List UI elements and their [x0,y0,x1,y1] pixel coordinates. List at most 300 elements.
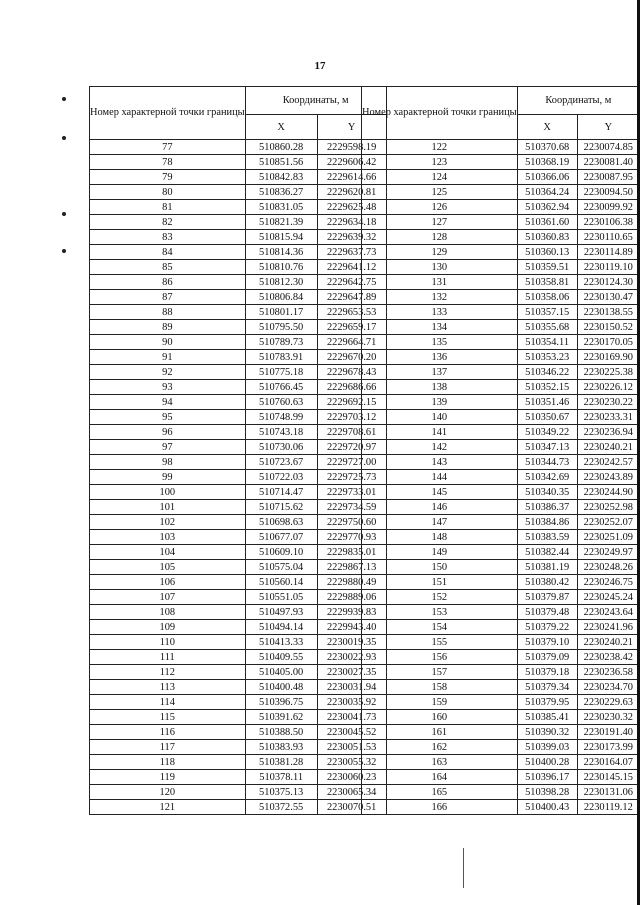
y-cell: 2230051.53 [317,740,386,755]
point-number-cell: 96 [90,425,246,440]
header-y: Y [317,115,386,140]
table-row [90,185,387,200]
x-cell: 510801.17 [245,305,317,320]
table-row [362,230,640,245]
y-cell: 2230110.65 [577,230,639,245]
x-cell: 510360.13 [517,245,577,260]
y-cell: 2229653.53 [317,305,386,320]
table-row [90,575,387,590]
point-number-cell: 152 [362,590,518,605]
point-number-cell: 123 [362,155,518,170]
point-number-cell: 86 [90,275,246,290]
x-cell: 510413.33 [245,635,317,650]
y-cell: 2229598.19 [317,140,386,155]
point-number-cell: 117 [90,740,246,755]
x-cell: 510405.00 [245,665,317,680]
y-cell: 2230119.12 [577,800,639,815]
x-cell: 510379.34 [517,680,577,695]
point-number-cell: 158 [362,680,518,695]
y-cell: 2229708.61 [317,425,386,440]
x-cell: 510366.06 [517,170,577,185]
point-number-cell: 143 [362,455,518,470]
y-cell: 2230226.12 [577,380,639,395]
table-row [362,695,640,710]
table-row [362,665,640,680]
table-row [362,635,640,650]
point-number-cell: 118 [90,755,246,770]
table-row [90,245,387,260]
x-cell: 510362.94 [517,200,577,215]
x-cell: 510379.09 [517,650,577,665]
table-row [90,665,387,680]
table-row [362,200,640,215]
point-number-cell: 79 [90,170,246,185]
y-cell: 2230131.06 [577,785,639,800]
x-cell: 510390.32 [517,725,577,740]
y-cell: 2230130.47 [577,290,639,305]
x-cell: 510775.18 [245,365,317,380]
table-row [90,635,387,650]
table-row [90,530,387,545]
point-number-cell: 144 [362,470,518,485]
table-row [362,455,640,470]
x-cell: 510842.83 [245,170,317,185]
header-coordinates: Координаты, м [517,87,639,115]
y-cell: 2229880.49 [317,575,386,590]
coordinates-table-right [361,86,640,815]
scan-dot [62,97,66,101]
point-number-cell: 95 [90,410,246,425]
y-cell: 2230099.92 [577,200,639,215]
table-row [90,335,387,350]
table-row [362,215,640,230]
point-number-cell: 149 [362,545,518,560]
x-cell: 510351.46 [517,395,577,410]
y-cell: 2230041.73 [317,710,386,725]
y-cell: 2230170.05 [577,335,639,350]
x-cell: 510346.22 [517,365,577,380]
y-cell: 2229659.17 [317,320,386,335]
x-cell: 510368.19 [517,155,577,170]
y-cell: 2229734.59 [317,500,386,515]
point-number-cell: 126 [362,200,518,215]
point-number-cell: 122 [362,140,518,155]
x-cell: 510380.42 [517,575,577,590]
page-number: 17 [314,60,326,72]
y-cell: 2230249.97 [577,545,639,560]
x-cell: 510375.13 [245,785,317,800]
point-number-cell: 166 [362,800,518,815]
x-cell: 510381.19 [517,560,577,575]
y-cell: 2230233.31 [577,410,639,425]
x-cell: 510358.06 [517,290,577,305]
point-number-cell: 129 [362,245,518,260]
table-row [362,290,640,305]
table-row [362,650,640,665]
point-number-cell: 84 [90,245,246,260]
y-cell: 2230070.51 [317,800,386,815]
point-number-cell: 138 [362,380,518,395]
point-number-cell: 133 [362,305,518,320]
x-cell: 510814.36 [245,245,317,260]
y-cell: 2230230.22 [577,395,639,410]
x-cell: 510379.10 [517,635,577,650]
y-cell: 2229637.73 [317,245,386,260]
point-number-cell: 115 [90,710,246,725]
x-cell: 510379.95 [517,695,577,710]
point-number-cell: 106 [90,575,246,590]
table-row [362,410,640,425]
table-row [362,725,640,740]
x-cell: 510360.83 [517,230,577,245]
x-cell: 510715.62 [245,500,317,515]
table-row [90,470,387,485]
x-cell: 510812.30 [245,275,317,290]
x-cell: 510354.11 [517,335,577,350]
x-cell: 510396.17 [517,770,577,785]
table-row [362,350,640,365]
point-number-cell: 148 [362,530,518,545]
y-cell: 2229727.00 [317,455,386,470]
y-cell: 2230242.57 [577,455,639,470]
x-cell: 510789.73 [245,335,317,350]
table-row [90,650,387,665]
table-row [362,530,640,545]
x-cell: 510714.47 [245,485,317,500]
point-number-cell: 151 [362,575,518,590]
point-number-cell: 139 [362,395,518,410]
table-row [90,230,387,245]
point-number-cell: 161 [362,725,518,740]
point-number-cell: 141 [362,425,518,440]
y-cell: 2230246.75 [577,575,639,590]
point-number-cell: 113 [90,680,246,695]
y-cell: 2230060.23 [317,770,386,785]
y-cell: 2229664.71 [317,335,386,350]
table-row [362,170,640,185]
y-cell: 2230114.89 [577,245,639,260]
table-row [90,500,387,515]
table-row [362,380,640,395]
y-cell: 2230087.95 [577,170,639,185]
table-row [90,215,387,230]
x-cell: 510551.05 [245,590,317,605]
y-cell: 2230252.98 [577,500,639,515]
point-number-cell: 164 [362,770,518,785]
y-cell: 2230145.15 [577,770,639,785]
y-cell: 2229641.12 [317,260,386,275]
x-cell: 510760.63 [245,395,317,410]
table-row [90,395,387,410]
x-cell: 510384.86 [517,515,577,530]
table-row [90,290,387,305]
scan-mark [463,848,464,888]
y-cell: 2230244.90 [577,485,639,500]
x-cell: 510560.14 [245,575,317,590]
point-number-cell: 145 [362,485,518,500]
x-cell: 510357.15 [517,305,577,320]
header-y: Y [577,115,639,140]
table-row [362,770,640,785]
y-cell: 2230031.94 [317,680,386,695]
table-row [90,320,387,335]
table-row [90,305,387,320]
x-cell: 510743.18 [245,425,317,440]
y-cell: 2229606.42 [317,155,386,170]
scan-dot [62,249,66,253]
header-point-number: Номер характерной точки границы [362,87,518,140]
y-cell: 2229770.93 [317,530,386,545]
y-cell: 2229625.48 [317,200,386,215]
header-point-number: Номер характерной точки границы [90,87,246,140]
y-cell: 2230065.34 [317,785,386,800]
table-row [90,755,387,770]
y-cell: 2230055.32 [317,755,386,770]
x-cell: 510860.28 [245,140,317,155]
point-number-cell: 128 [362,230,518,245]
y-cell: 2229703.12 [317,410,386,425]
table-row [90,140,387,155]
x-cell: 510381.28 [245,755,317,770]
scan-dot [62,136,66,140]
y-cell: 2230236.94 [577,425,639,440]
x-cell: 510388.50 [245,725,317,740]
x-cell: 510355.68 [517,320,577,335]
point-number-cell: 146 [362,500,518,515]
point-number-cell: 157 [362,665,518,680]
x-cell: 510370.68 [517,140,577,155]
table-row [362,590,640,605]
x-cell: 510342.69 [517,470,577,485]
point-number-cell: 155 [362,635,518,650]
table-row [90,545,387,560]
x-cell: 510385.41 [517,710,577,725]
table-row [362,755,640,770]
x-cell: 510353.23 [517,350,577,365]
x-cell: 510379.18 [517,665,577,680]
table-row [90,425,387,440]
point-number-cell: 111 [90,650,246,665]
x-cell: 510821.39 [245,215,317,230]
point-number-cell: 78 [90,155,246,170]
point-number-cell: 109 [90,620,246,635]
y-cell: 2230094.50 [577,185,639,200]
point-number-cell: 154 [362,620,518,635]
point-number-cell: 156 [362,650,518,665]
x-cell: 510352.15 [517,380,577,395]
point-number-cell: 127 [362,215,518,230]
table-row [90,740,387,755]
point-number-cell: 104 [90,545,246,560]
table-row [90,275,387,290]
x-cell: 510748.99 [245,410,317,425]
table-row [362,305,640,320]
point-number-cell: 107 [90,590,246,605]
y-cell: 2229686.66 [317,380,386,395]
y-cell: 2229835.01 [317,545,386,560]
table-row [90,725,387,740]
point-number-cell: 101 [90,500,246,515]
point-number-cell: 165 [362,785,518,800]
x-cell: 510766.45 [245,380,317,395]
x-cell: 510391.62 [245,710,317,725]
table-body-right [362,87,640,815]
point-number-cell: 110 [90,635,246,650]
table-row [90,695,387,710]
point-number-cell: 114 [90,695,246,710]
table-row [362,245,640,260]
point-number-cell: 89 [90,320,246,335]
point-number-cell: 132 [362,290,518,305]
y-cell: 2230243.89 [577,470,639,485]
x-cell: 510810.76 [245,260,317,275]
table-row [362,575,640,590]
x-cell: 510396.75 [245,695,317,710]
table-row [362,605,640,620]
y-cell: 2230027.35 [317,665,386,680]
point-number-cell: 108 [90,605,246,620]
y-cell: 2229939.83 [317,605,386,620]
y-cell: 2230019.35 [317,635,386,650]
x-cell: 510815.94 [245,230,317,245]
y-cell: 2229639.32 [317,230,386,245]
y-cell: 2229867.13 [317,560,386,575]
x-cell: 510722.03 [245,470,317,485]
table-row [362,470,640,485]
y-cell: 2230191.40 [577,725,639,740]
y-cell: 2230252.07 [577,515,639,530]
point-number-cell: 124 [362,170,518,185]
y-cell: 2230022.93 [317,650,386,665]
y-cell: 2230074.85 [577,140,639,155]
table-row [90,350,387,365]
y-cell: 2230243.64 [577,605,639,620]
header-x: X [245,115,317,140]
table-body-left [90,87,387,815]
y-cell: 2230225.38 [577,365,639,380]
header-x: X [517,115,577,140]
table-row [362,620,640,635]
point-number-cell: 119 [90,770,246,785]
x-cell: 510795.50 [245,320,317,335]
point-number-cell: 130 [362,260,518,275]
point-number-cell: 163 [362,755,518,770]
y-cell: 2229647.89 [317,290,386,305]
point-number-cell: 159 [362,695,518,710]
point-number-cell: 136 [362,350,518,365]
point-number-cell: 147 [362,515,518,530]
x-cell: 510382.44 [517,545,577,560]
y-cell: 2230169.90 [577,350,639,365]
y-cell: 2230229.63 [577,695,639,710]
table-row [90,440,387,455]
table-row [362,365,640,380]
point-number-cell: 81 [90,200,246,215]
table-row [362,800,640,815]
table-row [362,260,640,275]
x-cell: 510383.93 [245,740,317,755]
point-number-cell: 99 [90,470,246,485]
point-number-cell: 94 [90,395,246,410]
table-row [90,260,387,275]
x-cell: 510398.28 [517,785,577,800]
point-number-cell: 162 [362,740,518,755]
table-row [362,500,640,515]
x-cell: 510400.28 [517,755,577,770]
y-cell: 2229634.18 [317,215,386,230]
y-cell: 2230173.99 [577,740,639,755]
x-cell: 510379.22 [517,620,577,635]
point-number-cell: 153 [362,605,518,620]
y-cell: 2230045.52 [317,725,386,740]
point-number-cell: 105 [90,560,246,575]
y-cell: 2229750.60 [317,515,386,530]
x-cell: 510386.37 [517,500,577,515]
table-row [362,335,640,350]
y-cell: 2230106.38 [577,215,639,230]
y-cell: 2229614.66 [317,170,386,185]
table-row [90,590,387,605]
y-cell: 2230150.52 [577,320,639,335]
table-row [362,710,640,725]
point-number-cell: 100 [90,485,246,500]
table-row [362,275,640,290]
y-cell: 2229943.40 [317,620,386,635]
point-number-cell: 137 [362,365,518,380]
x-cell: 510575.04 [245,560,317,575]
point-number-cell: 97 [90,440,246,455]
table-row [362,140,640,155]
point-number-cell: 131 [362,275,518,290]
header-coordinates: Координаты, м [245,87,386,115]
y-cell: 2230251.09 [577,530,639,545]
x-cell: 510783.91 [245,350,317,365]
point-number-cell: 80 [90,185,246,200]
point-number-cell: 116 [90,725,246,740]
y-cell: 2230236.58 [577,665,639,680]
table-row [362,680,640,695]
table-row [362,515,640,530]
x-cell: 510723.67 [245,455,317,470]
y-cell: 2230241.96 [577,620,639,635]
table-row [362,320,640,335]
table-row [362,560,640,575]
x-cell: 510399.03 [517,740,577,755]
x-cell: 510344.73 [517,455,577,470]
point-number-cell: 87 [90,290,246,305]
y-cell: 2229642.75 [317,275,386,290]
table-row [90,620,387,635]
point-number-cell: 93 [90,380,246,395]
point-number-cell: 112 [90,665,246,680]
point-number-cell: 82 [90,215,246,230]
x-cell: 510372.55 [245,800,317,815]
table-row [90,800,387,815]
table-row [362,155,640,170]
point-number-cell: 102 [90,515,246,530]
y-cell: 2229678.43 [317,365,386,380]
table-row [362,740,640,755]
point-number-cell: 134 [362,320,518,335]
y-cell: 2229889.06 [317,590,386,605]
point-number-cell: 77 [90,140,246,155]
x-cell: 510350.67 [517,410,577,425]
x-cell: 510836.27 [245,185,317,200]
table-row [362,185,640,200]
table-row [90,710,387,725]
point-number-cell: 135 [362,335,518,350]
table-row [362,545,640,560]
